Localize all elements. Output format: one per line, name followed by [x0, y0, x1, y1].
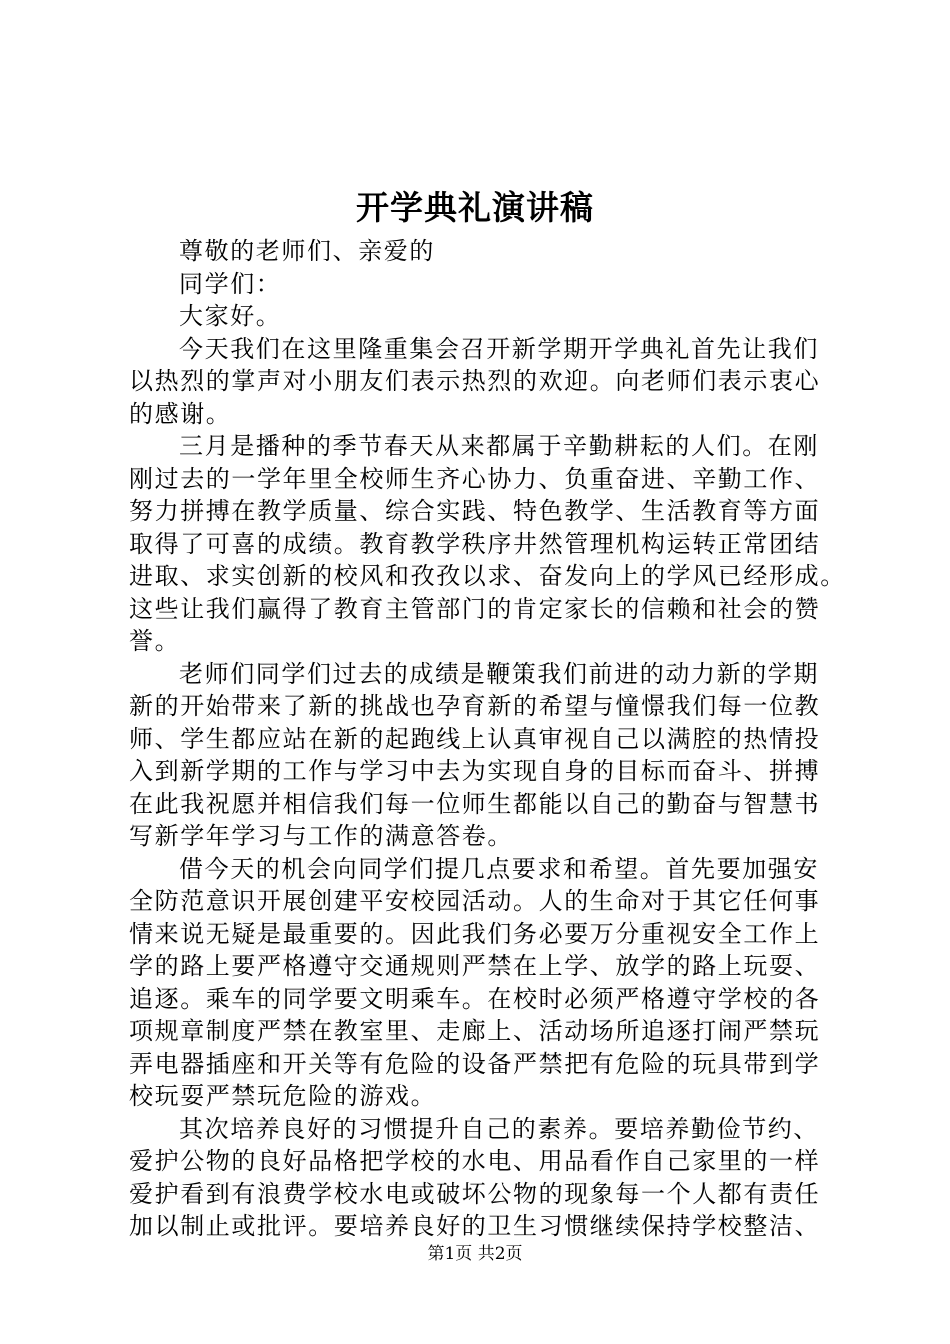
text-line: 全防范意识开展创建平安校园活动。人的生命对于其它任何事 — [129, 887, 821, 915]
text-line: 校玩耍严禁玩危险的游戏。 — [129, 1082, 437, 1110]
text-line: 其次培养良好的习惯提升自己的素养。要培养勤俭节约、 — [179, 1114, 819, 1143]
text-line: 努力拼搏在教学质量、综合实践、特色教学、生活教育等方面 — [129, 497, 821, 525]
text-line: 大家好。 — [179, 302, 282, 330]
text-line: 老师们同学们过去的成绩是鞭策我们前进的动力新的学期 — [179, 659, 819, 688]
text-line: 刚过去的一学年里全校师生齐心协力、负重奋进、辛勤工作、 — [129, 464, 821, 493]
text-line: 弄电器插座和开关等有危险的设备严禁把有危险的玩具带到学 — [129, 1049, 821, 1078]
text-line: 项规章制度严禁在教室里、走廊上、活动场所追逐打闹严禁玩 — [129, 1017, 821, 1045]
text-line: 的感谢。 — [129, 399, 232, 428]
document-title: 开学典礼演讲稿 — [356, 188, 594, 227]
text-line: 誉。 — [129, 627, 181, 655]
text-line: 师、学生都应站在新的起跑线上认真审视自己以满腔的热情投 — [129, 724, 821, 753]
text-line: 追逐。乘车的同学要文明乘车。在校时必须严格遵守学校的各 — [129, 984, 821, 1013]
text-line: 进取、求实创新的校风和孜孜以求、奋发向上的学风已经形成。 — [129, 562, 846, 590]
text-line: 以热烈的掌声对小朋友们表示热烈的欢迎。向老师们表示衷心 — [129, 367, 821, 395]
text-line: 爱护公物的良好品格把学校的水电、用品看作自己家里的一样 — [129, 1147, 821, 1175]
text-line: 尊敬的老师们、亲爱的 — [179, 237, 435, 265]
text-line: 情来说无疑是最重要的。因此我们务必要万分重视安全工作上 — [129, 919, 821, 948]
text-line: 在此我祝愿并相信我们每一位师生都能以自己的勤奋与智慧书 — [129, 789, 821, 818]
text-line: 这些让我们赢得了教育主管部门的肯定家长的信赖和社会的赞 — [129, 594, 821, 623]
text-line: 加以制止或批评。要培养良好的卫生习惯继续保持学校整洁、 — [129, 1212, 821, 1240]
document-body — [129, 235, 846, 1243]
page-number-footer: 第1页 共2页 — [427, 1244, 523, 1264]
text-line: 爱护看到有浪费学校水电或破坏公物的现象每一个人都有责任 — [129, 1179, 821, 1208]
text-line: 三月是播种的季节春天从来都属于辛勤耕耘的人们。在刚 — [179, 432, 819, 460]
text-line: 取得了可喜的成绩。教育教学秩序井然管理机构运转正常团结 — [129, 529, 821, 558]
text-line: 入到新学期的工作与学习中去为实现自身的目标而奋斗、拼搏 — [129, 757, 821, 785]
text-line: 今天我们在这里隆重集会召开新学期开学典礼首先让我们 — [179, 334, 819, 363]
text-line: 新的开始带来了新的挑战也孕育新的希望与憧憬我们每一位教 — [129, 692, 821, 720]
text-line: 学的路上要严格遵守交通规则严禁在上学、放学的路上玩耍、 — [129, 952, 821, 980]
text-line: 写新学年学习与工作的满意答卷。 — [129, 822, 513, 850]
text-line: 借今天的机会向同学们提几点要求和希望。首先要加强安 — [179, 854, 819, 883]
text-line: 同学们： — [179, 269, 282, 298]
